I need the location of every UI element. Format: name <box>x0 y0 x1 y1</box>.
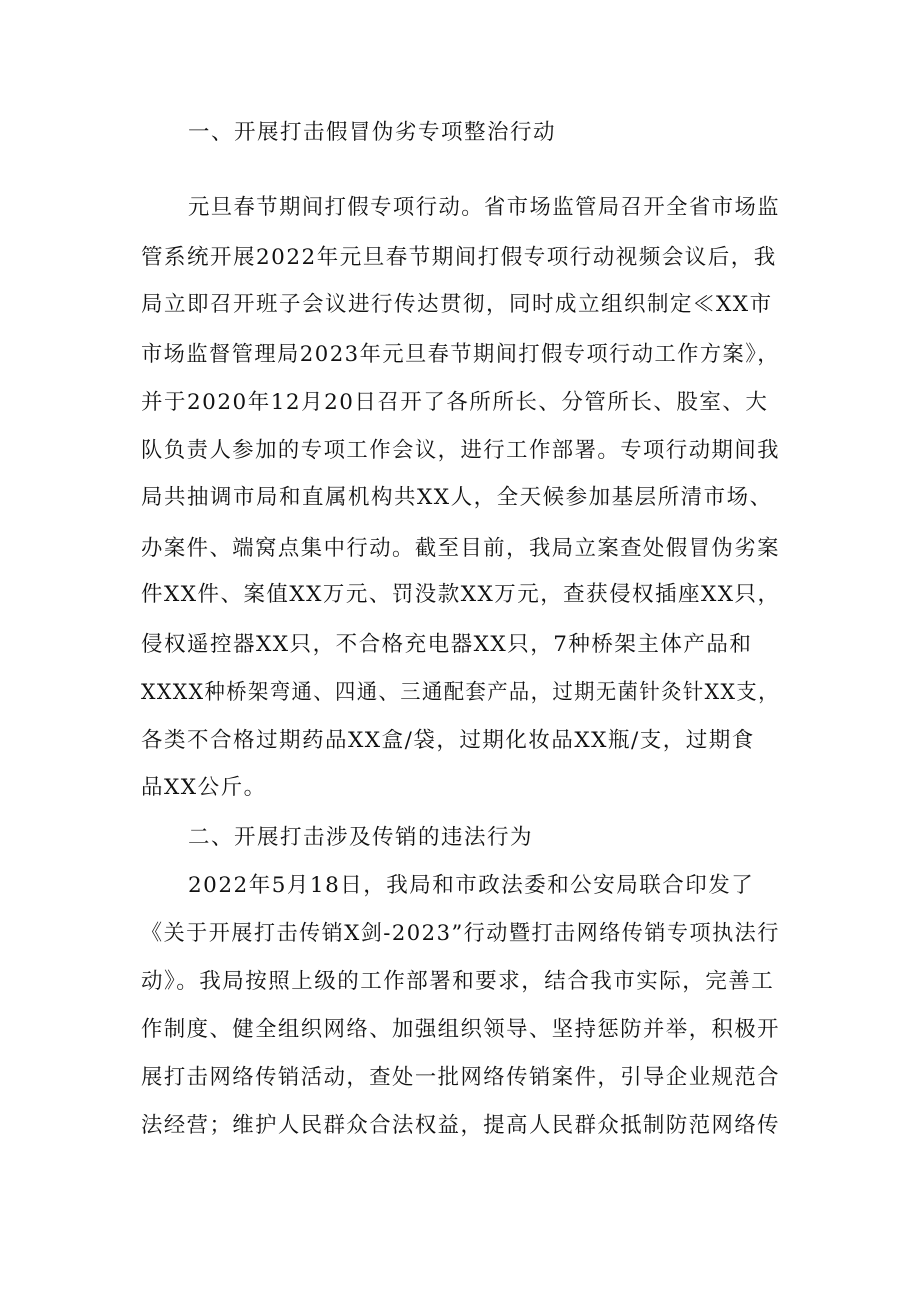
paragraph-line: 《关于开展打击传销X剑-2023”行动暨打击网络传销专项执法行 <box>141 921 780 946</box>
paragraph-line: 展打击网络传销活动，查处一批网络传销案件，引导企业规范合 <box>141 1065 780 1090</box>
section-heading-1: 一、开展打击假冒伪劣专项整治行动 <box>188 120 557 145</box>
paragraph-line: 市场监督管理局2023年元旦春节期间打假专项行动工作方案》， <box>141 342 780 367</box>
paragraph-line: 元旦春节期间打假专项行动。省市场监管局召开全省市场监 <box>188 195 781 220</box>
paragraph-line: 动》。我局按照上级的工作部署和要求，结合我市实际，完善工 <box>141 969 775 994</box>
paragraph-line: 各类不合格过期药品XX盒/袋，过期化妆品XX瓶/支，过期食 <box>141 728 755 753</box>
paragraph-line: 局立即召开班子会议进行传达贯彻，同时成立组织制定≪XX市 <box>141 292 773 317</box>
paragraph-line: 件XX件、案值XX万元、罚没款XX万元，查获侵权插座XX只， <box>141 582 781 607</box>
paragraph-line: 法经营；维护人民群众合法权益，提高人民群众抵制防范网络传 <box>141 1113 780 1138</box>
paragraph-line: 队负责人参加的专项工作会议，进行工作部署。专项行动期间我 <box>141 438 780 463</box>
paragraph-line: 并于2020年12月20日召开了各所所长、分管所长、股室、大 <box>141 390 769 415</box>
paragraph-line: 局共抽调市局和直属机构共XX人，全天候参加基层所清市场、 <box>141 485 773 510</box>
paragraph-line: 侵权遥控器XX只，不合格充电器XX只，7种桥架主体产品和 <box>141 632 753 657</box>
paragraph-line: 办案件、端窝点集中行动。截至目前，我局立案查处假冒伪劣案 <box>141 536 780 561</box>
paragraph-line: XXXX种桥架弯通、四通、三通配套产品，过期无菌针灸针XX支， <box>141 680 780 705</box>
paragraph-line: 管系统开展2022年元旦春节期间打假专项行动视频会议后，我 <box>141 245 777 270</box>
section-heading-2: 二、开展打击涉及传销的违法行为 <box>188 825 534 850</box>
paragraph-line: 2022年5月18日，我局和市政法委和公安局联合印发了 <box>188 873 755 898</box>
paragraph-line: 品XX公斤。 <box>141 775 267 800</box>
paragraph-line: 作制度、健全组织网络、加强组织领导、坚持惩防并举，积极开 <box>141 1017 780 1042</box>
